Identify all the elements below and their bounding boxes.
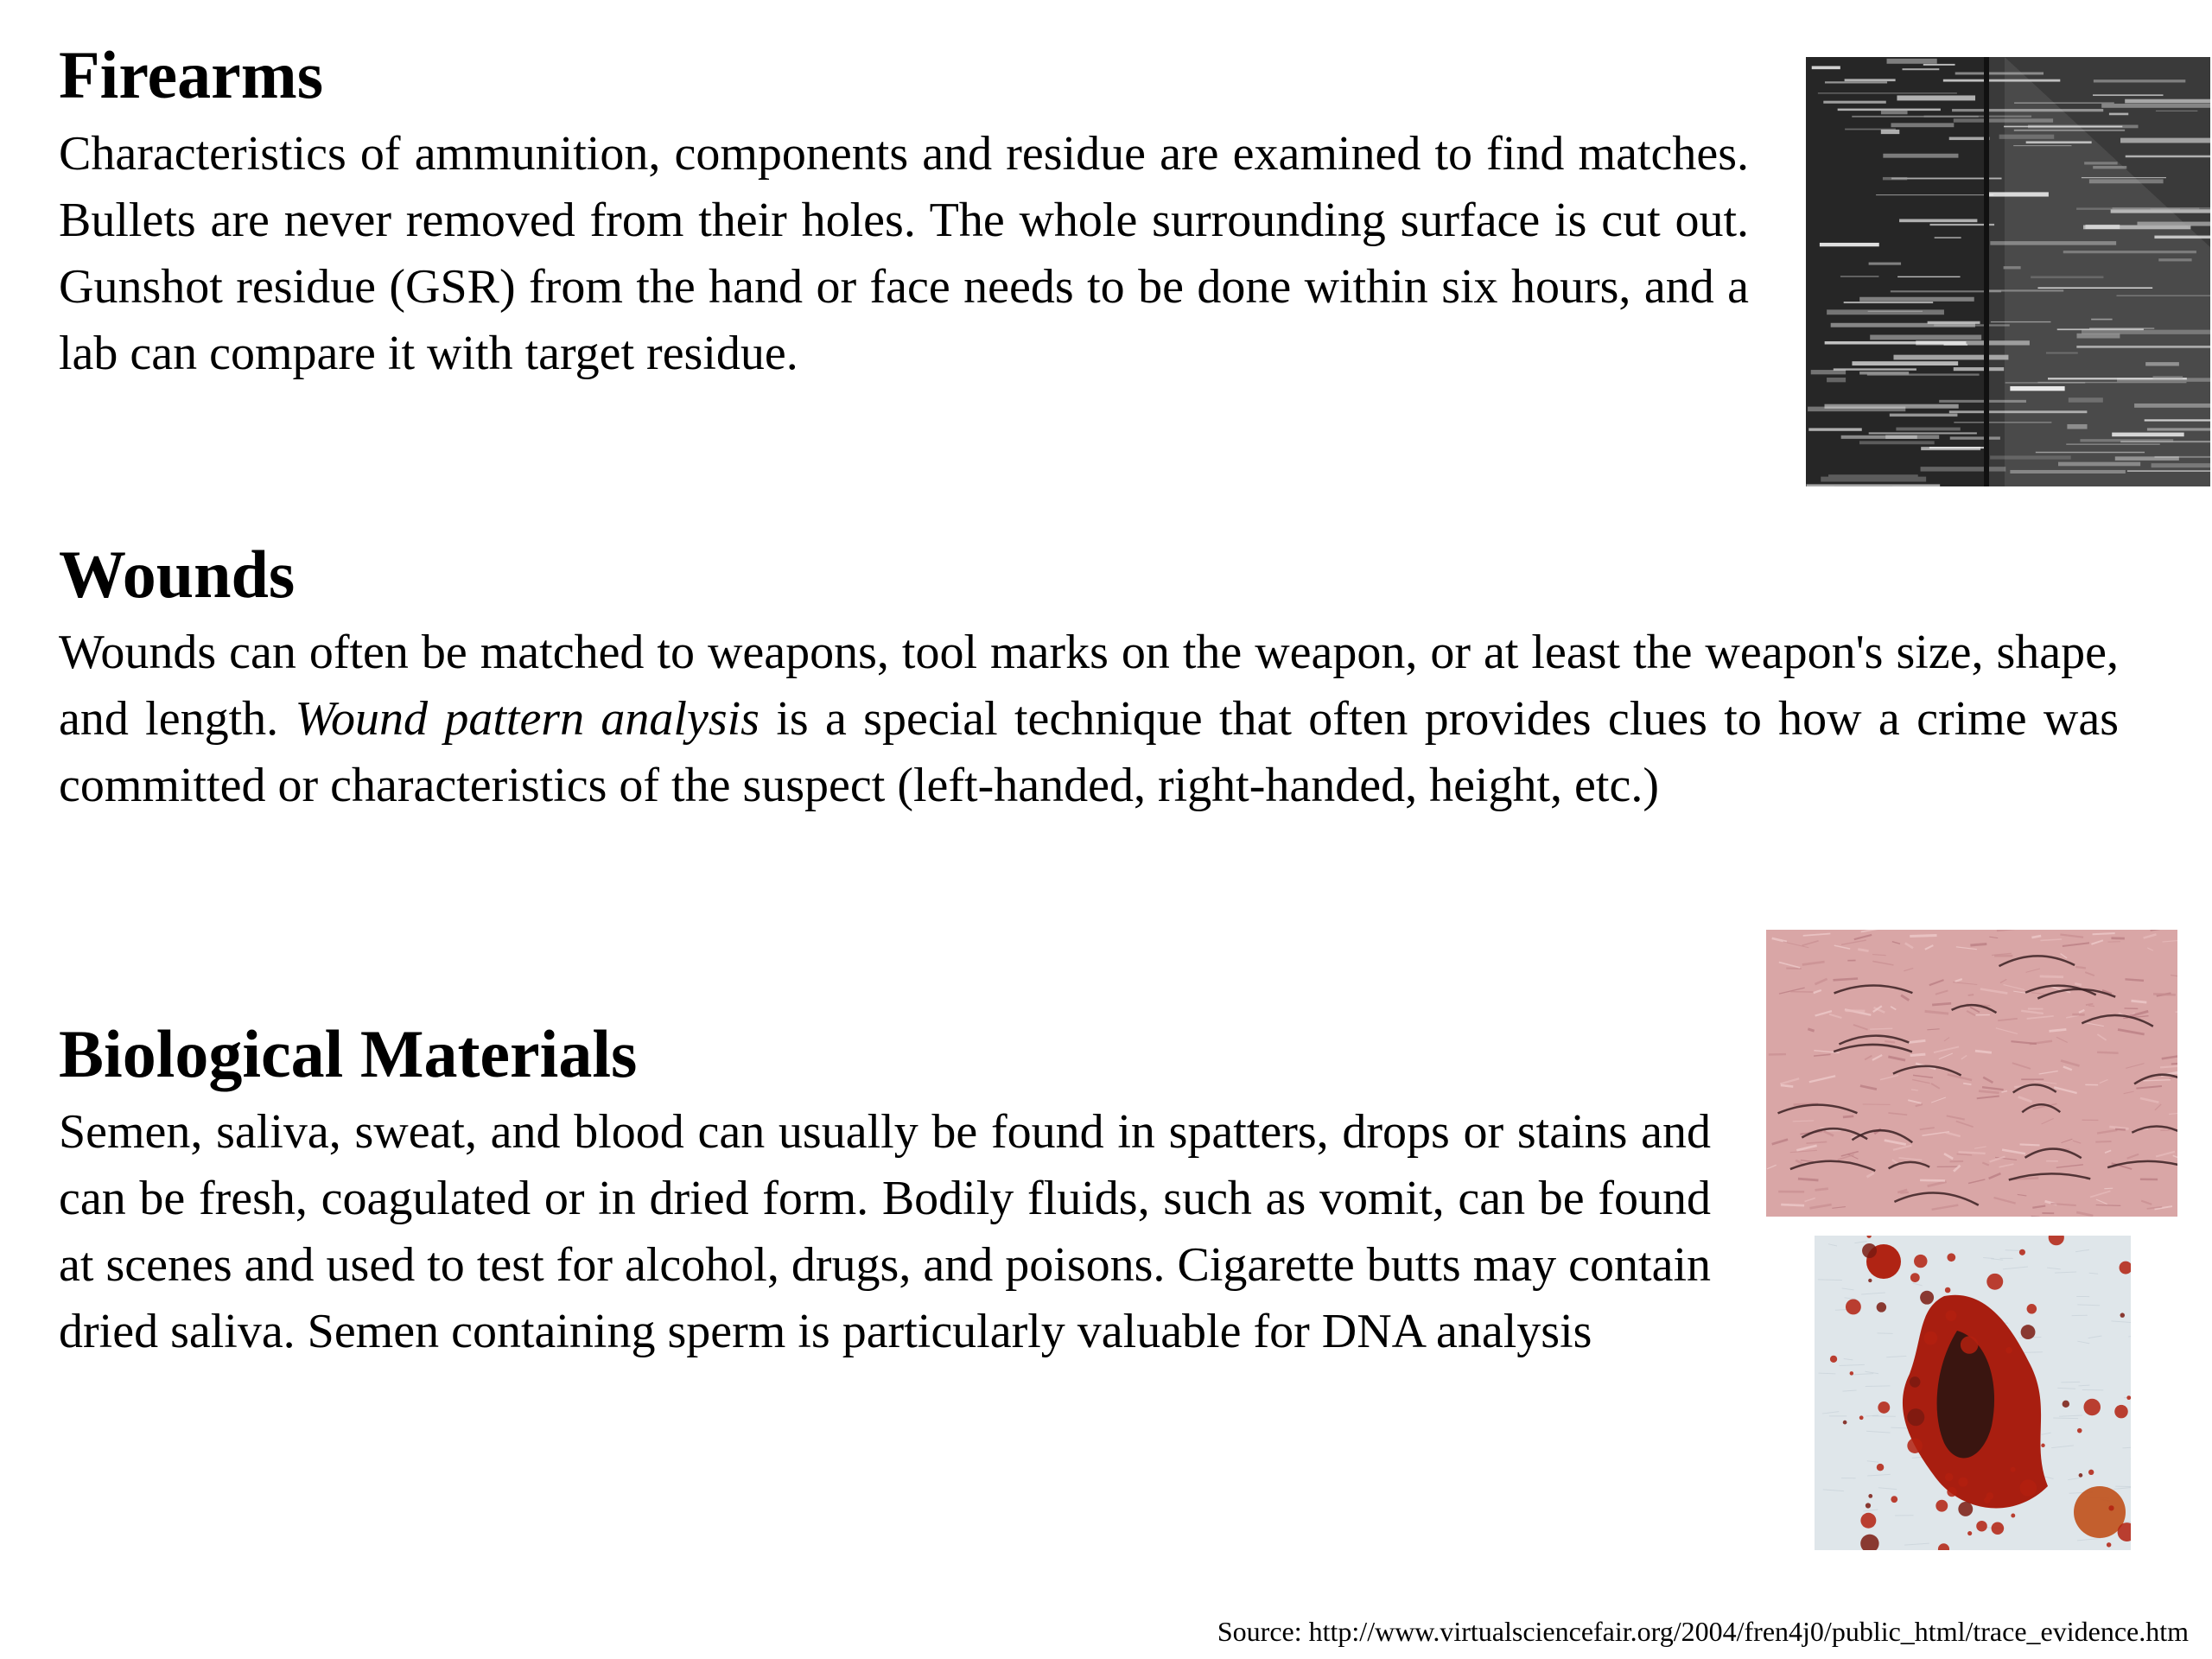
bullet-striation-photo <box>1806 57 2210 486</box>
wounds-paragraph <box>59 620 2119 819</box>
biological-materials-paragraph: Semen, saliva, sweat, and blood can usually be found in spatters, drops or stains and can be fresh, coagulated or in dried form. Bodily fluids, such as vomit, can be found at scenes and used to test for alcohol, drugs, and poisons. Cigarette butts may contain dried saliva. Semen containing sperm is particularly valuable for DNA analysis <box>59 1105 1711 1358</box>
source-citation: Source: http://www.virtualsciencefair.org/2004/fren4j0/public_html/trace_evidence.htm <box>1217 1616 2189 1647</box>
wounds-text-before: Wounds can often be matched to weapons, tool marks on the weapon, or at least the weapon's size, shape, and length. <box>59 626 2119 746</box>
biological-materials-heading: Biological Materials <box>59 1016 638 1091</box>
blood-spatter-photo <box>1815 1236 2131 1550</box>
skin-closeup-photo <box>1766 930 2177 1217</box>
wounds-heading: Wounds <box>59 537 296 612</box>
firearms-paragraph: Characteristics of ammunition, components and residue are examined to find matches. Bullets are never removed from their holes. The whole surrounding surface is cut out. Gunshot residue (GSR) from the hand or face needs to be done within six hours, and a lab can compare it with target residue. <box>59 127 1749 380</box>
wounds-text-italic: Wound pattern analysis <box>295 692 760 746</box>
wounds-text-after: is a special technique that often provides clues to how a crime was committed or characteristics of the suspect (left-handed, right-handed, height, etc.) <box>59 692 2119 812</box>
firearms-heading: Firearms <box>59 37 324 112</box>
